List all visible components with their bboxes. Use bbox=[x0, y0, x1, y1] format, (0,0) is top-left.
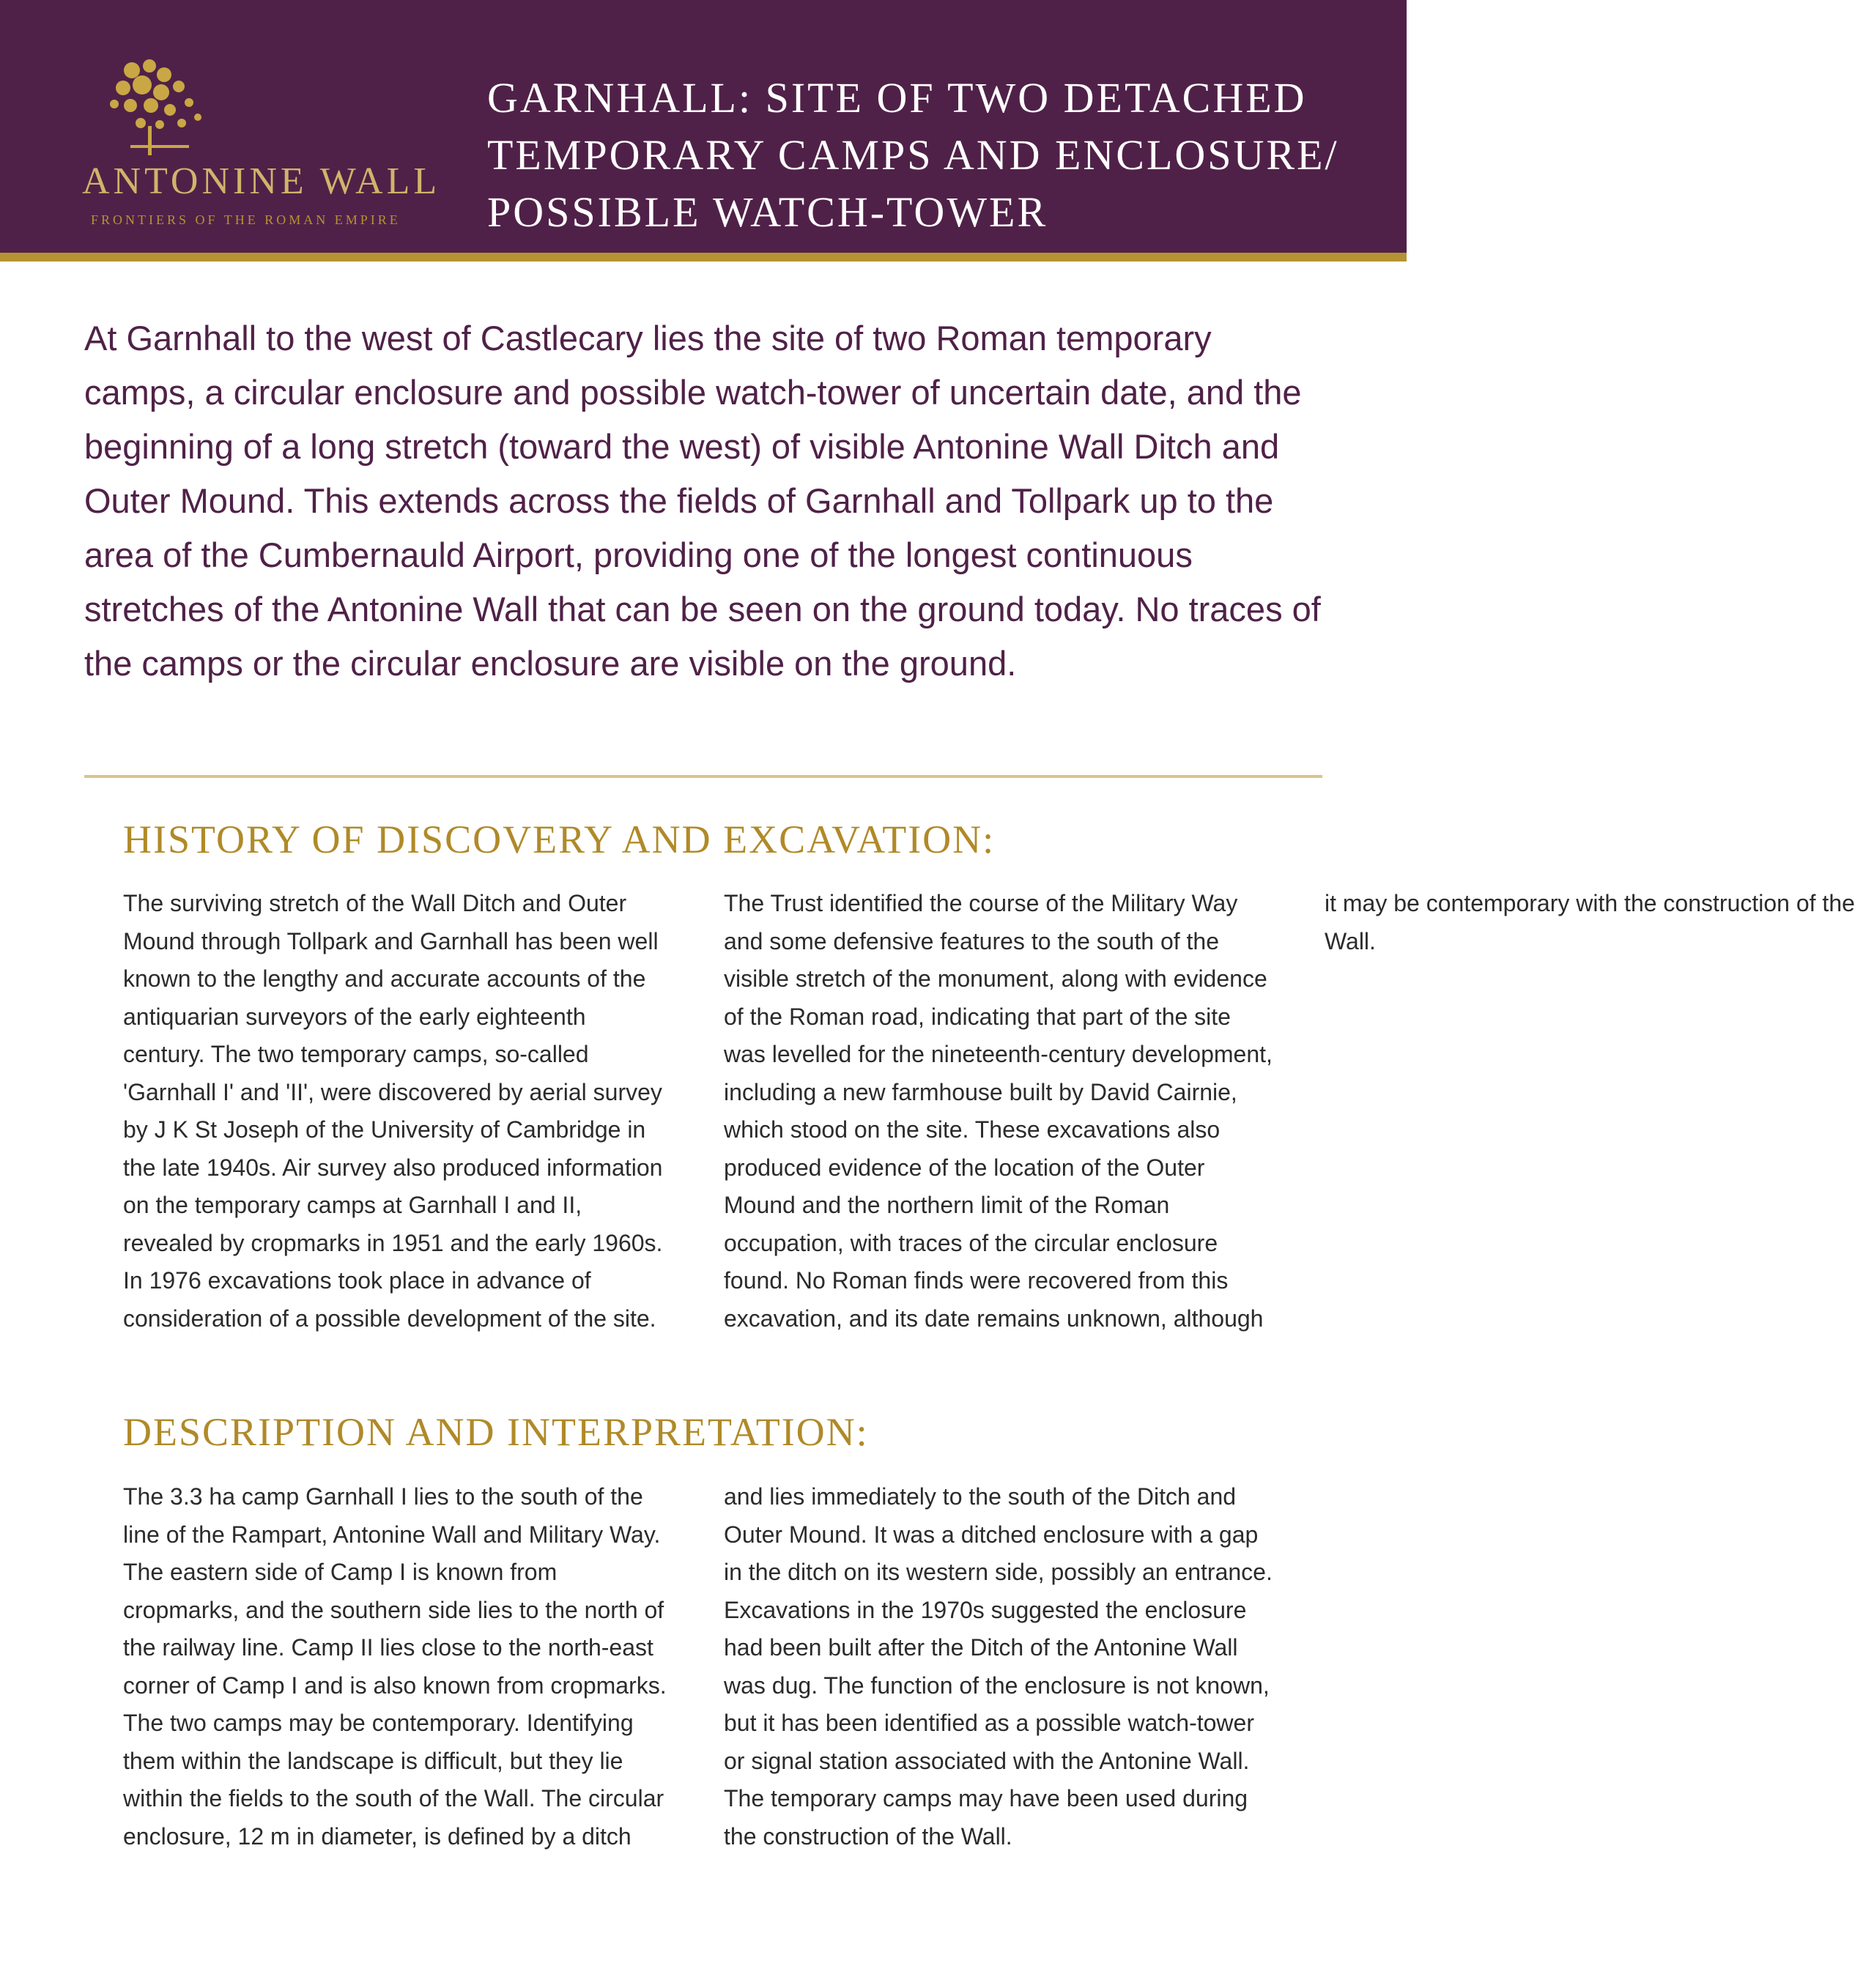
intro-paragraph: At Garnhall to the west of Castlecary lies the site of two Roman temporary camps, a circular enclosure and possible watch-tower of uncertain date, and the beginning of a long stretch (toward the west) of visible Antonine Wall Ditch and Outer Mound. This extends across the fields of Garnhall and Tollpark up to the area of the Cumbernauld Airport, providing one of the longest continuous stretches of the Antonine Wall that can be seen on the ground today. No traces of the camps or the circular enclosure are visible on the ground. bbox=[84, 319, 1321, 683]
logo-wordmark: ANTONINE WALL bbox=[82, 160, 441, 202]
description-text: The 3.3 ha camp Garnhall I lies to the south of the line of the Rampart, Antonine Wall and Military Way. The eastern side of Camp I is known from cropmarks, and the southern side lies to the north of the railway line. Camp II lies close to the north-east corner of Camp I and is also known from cropmarks. The two camps may be contemporary. Identifying them within the landscape is difficult, but they lie within the fields to the south of the Wall. The circular enclosure, 12 m in diameter, is defined by a ditch and lies immediately to the south of the Ditch and Outer Mound. It was a ditched enclosure with a gap in the ditch on its western side, possibly an entrance. Excavations in the 1970s suggested the enclosure had been built after the Ditch of the Antonine Wall was dug. The function of the enclosure is not known, but it has been identified as a possible watch-tower or signal station associated with the Antonine Wall. The temporary camps may have been used during the construction of the Wall. bbox=[123, 1483, 1273, 1850]
section-divider bbox=[84, 775, 1322, 778]
history-text: The surviving stretch of the Wall Ditch and Outer Mound through Tollpark and Garnhall has been well known to the lengthy and accurate accounts of the antiquarian surveyors of the early eighteenth century. The two temporary camps, so-called 'Garnhall I' and 'II', were discovered by aerial survey by J K St Joseph of the University of Cambridge in the late 1940s. Air survey also produced information on the temporary camps at Garnhall I and II, revealed by cropmarks in 1951 and the early 1960s. In 1976 excavations took place in advance of consideration of a possible development of the site. The Trust identified the course of the Military Way and some defensive features to the south of the visible stretch of the monument, along with evidence of the Roman road, indicating that part of the site was levelled for the nineteenth-century development, including a new farmhouse built by David Cairnie, which stood on the site. These excavations also produced evidence of the location of the Outer Mound and the northern limit of the Roman occupation, with traces of the circular enclosure found. No Roman finds were recovered from this excavation, and its date remains unknown, although it may be contemporary with the construction of the Wall. bbox=[123, 890, 1855, 1332]
header-gold-rule bbox=[0, 253, 1407, 262]
page-title-line: GARNHALL: SITE OF TWO DETACHED bbox=[487, 74, 1307, 122]
description-body bbox=[123, 1478, 1273, 1896]
page-title bbox=[487, 70, 1381, 241]
thistle-emblem-icon bbox=[88, 50, 220, 160]
history-body bbox=[123, 885, 1855, 1339]
page-title-line: TEMPORARY CAMPS AND ENCLOSURE/ bbox=[487, 131, 1339, 179]
antonine-wall-logo bbox=[82, 50, 441, 233]
page-title-line: POSSIBLE WATCH-TOWER bbox=[487, 188, 1048, 236]
history-heading: HISTORY OF DISCOVERY AND EXCAVATION: bbox=[123, 817, 996, 861]
logo-tagline: FRONTIERS OF THE ROMAN EMPIRE bbox=[91, 212, 401, 227]
description-heading: DESCRIPTION AND INTERPRETATION: bbox=[123, 1410, 869, 1454]
